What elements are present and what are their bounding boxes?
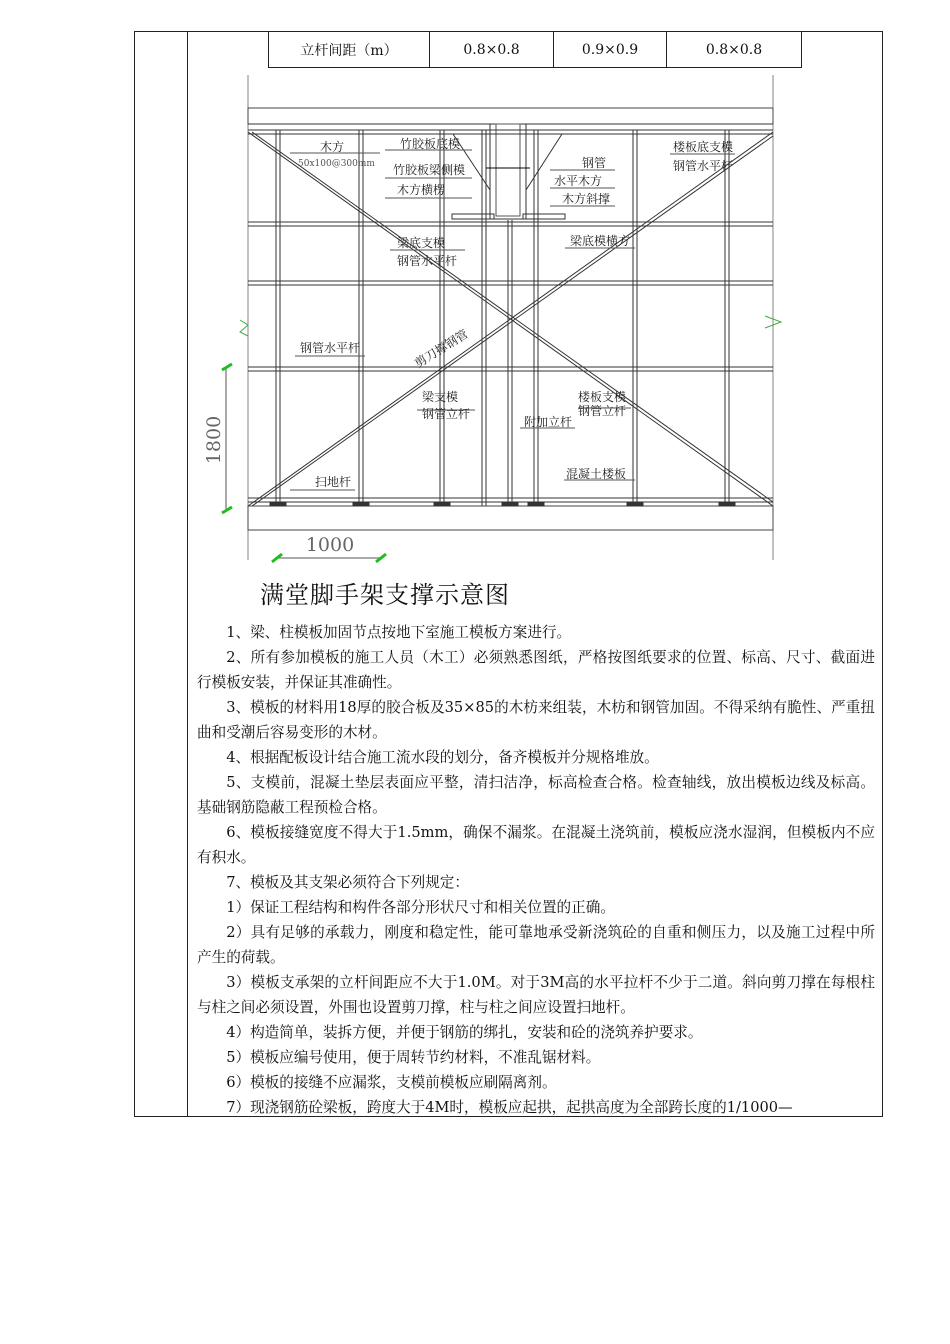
label-wood-cross: 木方横楞	[397, 183, 446, 197]
note-item: 5）模板应编号使用，便于周转节约材料，不准乱锯材料。	[226, 1049, 601, 1066]
label-wood-spec: 50x100@300mm	[298, 159, 375, 169]
label-wood-brace: 木方斜撑	[562, 192, 611, 206]
note-item: 4、根据配板设计结合施工流水段的划分，备齐模板并分规格堆放。	[226, 749, 659, 766]
note-item: 5、支模前，混凝土垫层表面应平整，清扫洁净，标高检查合格。检查轴线，放出模板边线及标高。基础钢筋隐蔽工程预检合格。	[197, 774, 875, 816]
label-wood-square: 木方	[320, 140, 345, 154]
label-extra-vertical: 附加立杆	[524, 415, 573, 429]
spacing-label: 立杆间距（m）	[269, 32, 430, 68]
label-dim-width: 1000	[305, 534, 355, 556]
label-steel-horizontal: 钢管水平杆	[300, 341, 361, 355]
label-slab-mold: 楼板支模	[578, 390, 627, 404]
label-beam-vertical: 钢管立杆	[422, 407, 471, 421]
note-item: 1）保证工程结构和构件各部分形状尺寸和相关位置的正确。	[226, 899, 615, 916]
notes-section	[197, 620, 875, 1120]
note-item: 6、模板接缝宽度不得大于1.5mm，确保不漏浆。在混凝土浇筑前，模板应浇水湿润，但模板内不应有积水。	[197, 824, 875, 866]
label-slab-support: 楼板底支模	[673, 140, 734, 154]
note-item: 1、梁、柱模板加固节点按地下室施工模板方案进行。	[226, 624, 572, 641]
note-item: 3）模板支承架的立杆间距应不大于1.0M。对于3M高的水平拉杆不少于二道。斜向剪刀撑在每根柱与柱之间必须设置，外围也设置剪刀撑，柱与柱之间应设置扫地杆。	[197, 974, 875, 1016]
spacing-value-3: 0.8×0.8	[667, 32, 802, 68]
label-dim-height: 1800	[203, 415, 225, 465]
spacing-table	[268, 31, 802, 68]
diagram-title: 满堂脚手架支撑示意图	[260, 581, 510, 609]
label-sweep-rod: 扫地杆	[315, 475, 352, 489]
table-row	[269, 32, 802, 68]
label-slab-steel-horizontal: 钢管水平杆	[673, 159, 734, 173]
note-item: 4）构造简单，装拆方便，并便于钢筋的绑扎，安装和砼的浇筑养护要求。	[226, 1024, 703, 1041]
note-item: 3、模板的材料用18厚的胶合板及35×85的木枋来组装，木枋和钢管加固。不得采纳有脆性、严重扭曲和受潮后容易变形的木材。	[197, 699, 875, 741]
label-scissor: 剪刀撑钢管	[412, 326, 471, 371]
note-item: 6）模板的接缝不应漏浆，支模前模板应刷隔离剂。	[226, 1074, 557, 1091]
spacing-value-2: 0.9×0.9	[554, 32, 667, 68]
label-bamboo-side: 竹胶板梁侧模	[393, 163, 466, 177]
spacing-value-1: 0.8×0.8	[430, 32, 554, 68]
label-beam-mold: 梁支模	[422, 390, 459, 404]
note-item: 2）具有足够的承载力，刚度和稳定性，能可靠地承受新浇筑砼的自重和侧压力，以及施工过程中所产生的荷载。	[197, 924, 875, 966]
label-bamboo-bottom: 竹胶板底模	[400, 137, 461, 151]
label-slab-vertical: 钢管立杆	[578, 404, 627, 418]
label-beam-cross: 梁底模横方	[570, 234, 631, 248]
label-beam-steel-horizontal: 钢管水平杆	[397, 254, 458, 268]
note-item: 7）现浇钢筋砼梁板，跨度大于4M时，模板应起拱，起拱高度为全部跨长度的1/1000—	[226, 1099, 793, 1116]
scaffold-diagram	[190, 70, 880, 580]
label-concrete-slab: 混凝土楼板	[566, 467, 627, 481]
note-item: 2、所有参加模板的施工人员（木工）必须熟悉图纸，严格按图纸要求的位置、标高、尺寸、截面进行模板安装，并保证其准确性。	[197, 649, 875, 691]
label-horizontal-wood: 水平木方	[554, 174, 603, 188]
label-beam-support: 梁底支模	[397, 236, 446, 250]
column-divider	[187, 31, 188, 1117]
note-item: 7、模板及其支架必须符合下列规定：	[226, 874, 469, 891]
label-steel-pipe: 钢管	[582, 156, 607, 170]
